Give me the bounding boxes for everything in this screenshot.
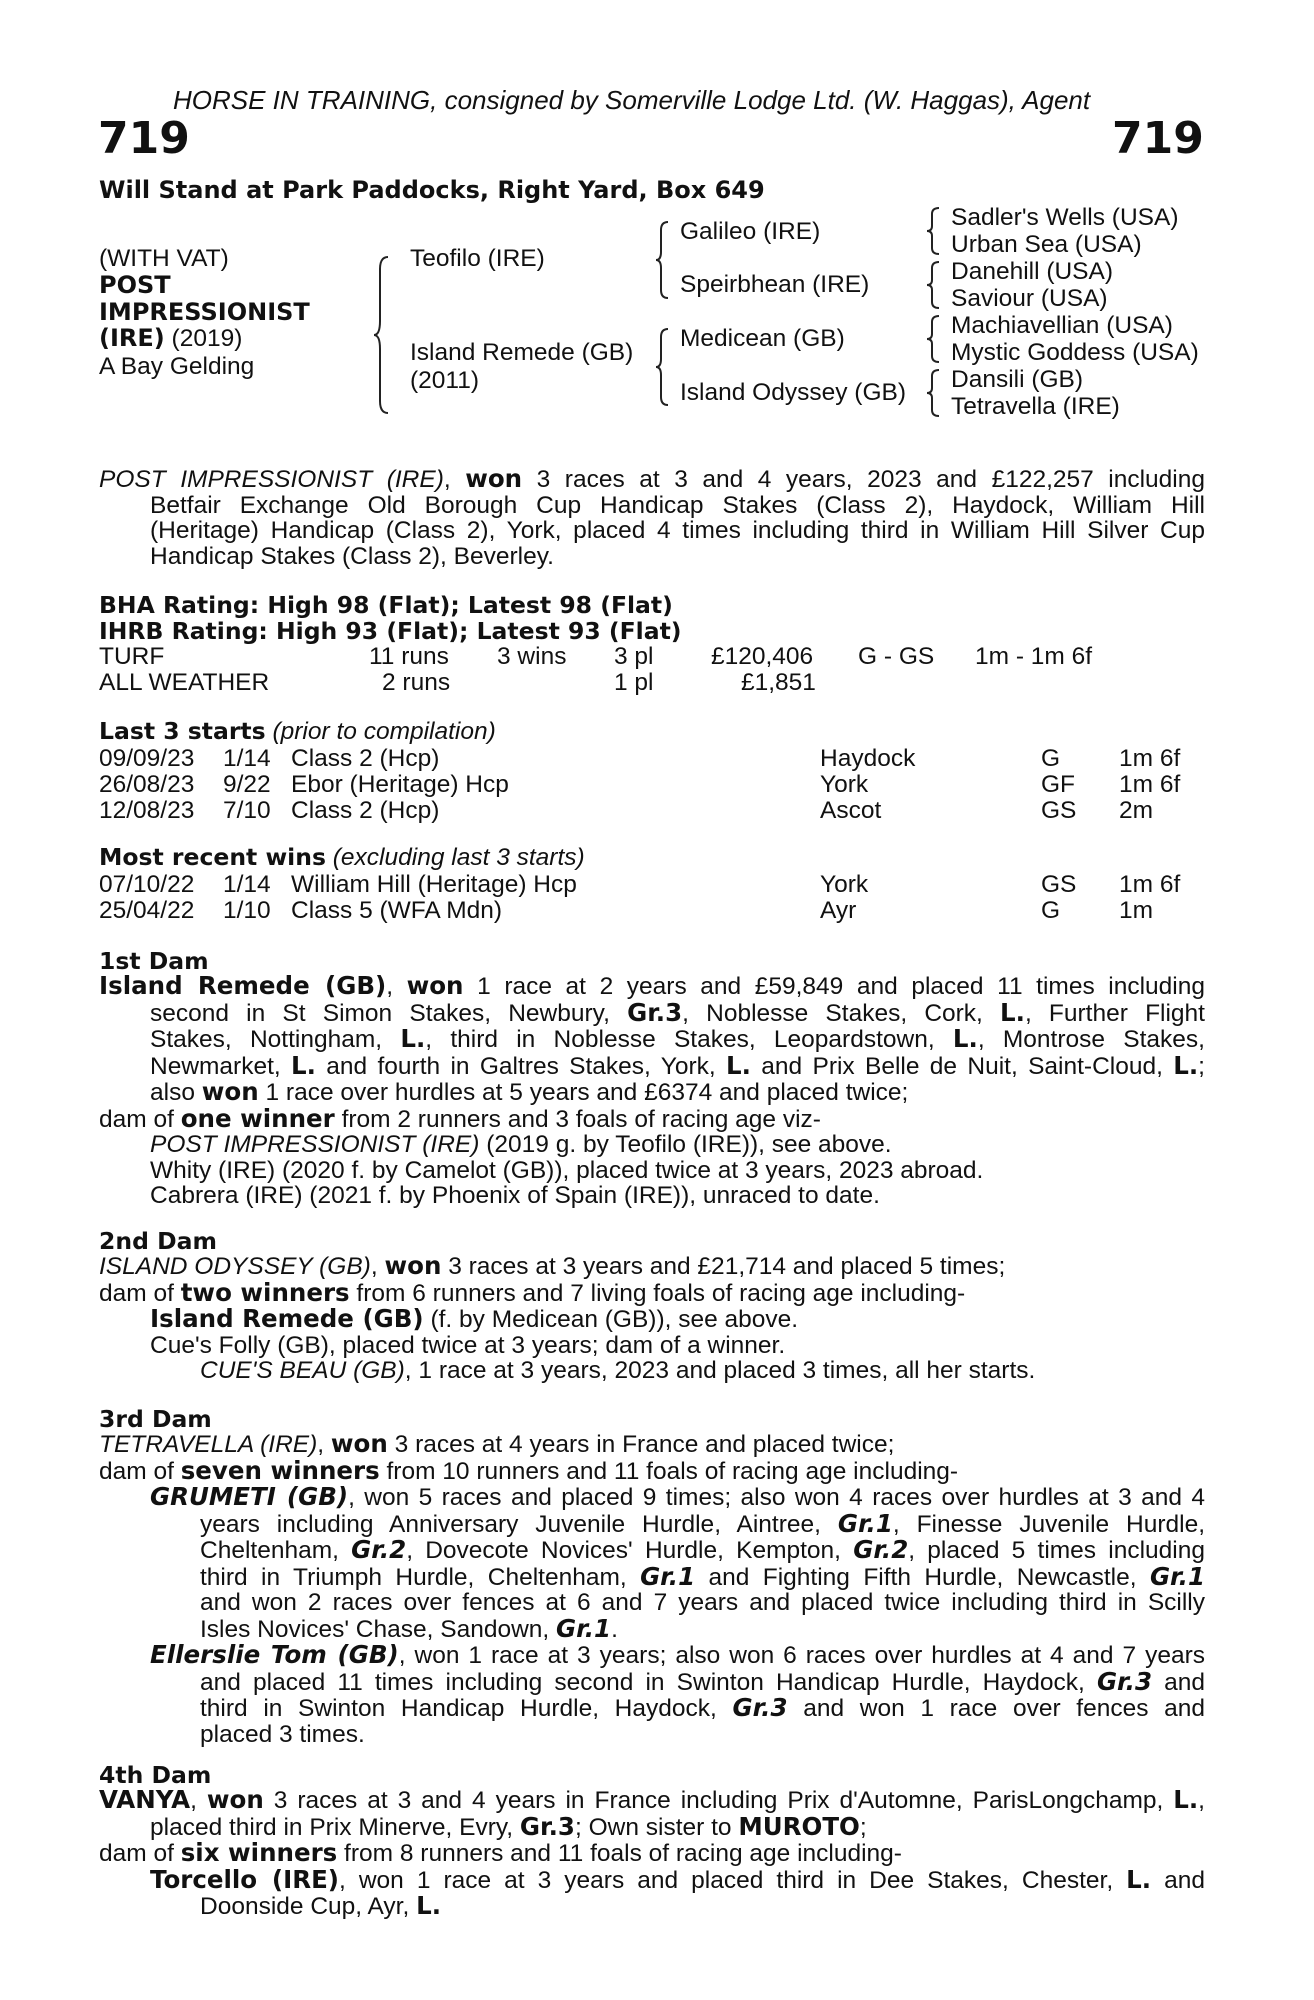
- race-summary: [99, 466, 1205, 569]
- dam4-text: from 8 runners and 11 foals of racing age including-: [337, 1840, 902, 1867]
- grade-badge: Gr.1: [1149, 1561, 1205, 1591]
- record-runs: 11 runs: [369, 643, 449, 670]
- start-going: GF: [1041, 771, 1076, 798]
- listed-badge: L.: [400, 1024, 426, 1053]
- win-date: 25/04/22: [99, 897, 195, 924]
- grade-badge: Gr.1: [640, 1561, 696, 1591]
- start-race: Class 2 (Hcp): [291, 745, 440, 772]
- grade-badge: Gr.3: [627, 997, 683, 1027]
- start-dist: 1m 6f: [1119, 771, 1181, 798]
- listed-badge: L.: [952, 1024, 978, 1053]
- summary-won: won: [465, 464, 523, 493]
- start-course: York: [820, 771, 869, 798]
- dam3-text: dam of: [99, 1457, 181, 1485]
- pedigree-g2: Urban Sea (USA): [951, 231, 1142, 258]
- progeny-text: , won 1 race at 3 years and placed third in Dee Stakes, Chester,: [339, 1866, 1127, 1894]
- start-race: Ebor (Heritage) Hcp: [291, 771, 509, 798]
- progeny-item: Cue's Folly (GB), placed twice at 3 years; dam of a winner.: [150, 1331, 786, 1359]
- pedigree-g3: Danehill (USA): [951, 258, 1114, 285]
- horse-name-line1: POST: [99, 271, 171, 299]
- listed-badge: L.: [1173, 1050, 1199, 1080]
- pedigree-g6: Mystic Goddess (USA): [951, 339, 1199, 366]
- progeny-text: Cheltenham,: [200, 1537, 352, 1564]
- horse-suffix: (IRE): [99, 324, 165, 352]
- progeny-name: CUE'S BEAU (GB): [200, 1357, 405, 1384]
- dam1-name: Island Remede (GB): [99, 971, 387, 1000]
- summary-horse-name: POST IMPRESSIONIST (IRE): [99, 466, 444, 493]
- dam2-section: [99, 1253, 1205, 1384]
- dam4-text: ; Own sister to: [574, 1813, 739, 1841]
- progeny-text: (f. by Medicean (GB)), see above.: [423, 1306, 799, 1333]
- dam1-text: Newmarket,: [150, 1052, 292, 1080]
- progeny-text: and: [1151, 1866, 1206, 1894]
- record-distance: 1m - 1m 6f: [975, 643, 1093, 670]
- listed-badge: L.: [726, 1050, 751, 1080]
- record-prize: £1,851: [741, 669, 816, 696]
- dam2-won: won: [384, 1251, 442, 1280]
- dam2-heading: 2nd Dam: [99, 1227, 217, 1255]
- dam2-text: dam of: [99, 1279, 181, 1307]
- ihrb-rating: IHRB Rating: High 93 (Flat); Latest 93 (Flat): [99, 617, 682, 645]
- vat-note: (WITH VAT): [99, 245, 229, 272]
- progeny-name: GRUMETI (GB): [150, 1482, 349, 1511]
- progeny-text: third in Triumph Hurdle, Cheltenham,: [200, 1563, 641, 1591]
- start-date: 09/09/23: [99, 745, 195, 772]
- dam1-text: , third in Noblesse Stakes, Leopardstown,: [425, 1026, 953, 1053]
- grade-badge: Gr.1: [556, 1613, 612, 1643]
- progeny-text: , placed 5 times including: [908, 1537, 1205, 1564]
- win-pos: 1/10: [223, 897, 271, 924]
- progeny-text: and placed 11 times including second in Swinton Handicap Hurdle, Haydock,: [200, 1668, 1097, 1696]
- win-race: William Hill (Heritage) Hcp: [291, 871, 577, 898]
- last3-heading: [99, 719, 496, 745]
- start-date: 26/08/23: [99, 771, 195, 798]
- lot-number-right: 719: [1112, 113, 1204, 164]
- recent-note: (excluding last 3 starts): [325, 844, 585, 871]
- dam1-text: and Prix Belle de Nuit, Saint-Cloud,: [750, 1052, 1174, 1080]
- dam3-won: won: [330, 1429, 388, 1458]
- win-race: Class 5 (WFA Mdn): [291, 897, 503, 924]
- record-runs: 2 runs: [382, 669, 451, 696]
- dam4-text: ;: [859, 1813, 867, 1841]
- horse-year: (2019): [164, 325, 243, 352]
- record-surface: TURF: [99, 643, 165, 670]
- dam4-sep: ,: [190, 1787, 207, 1814]
- listed-badge: L.: [291, 1050, 316, 1080]
- dam2-name: ISLAND ODYSSEY (GB): [99, 1253, 371, 1280]
- grade-badge: Gr.3: [1096, 1666, 1152, 1696]
- bha-rating: BHA Rating: High 98 (Flat); Latest 98 (Flat): [99, 591, 673, 619]
- pedigree-dam-dam: Island Odyssey (GB): [680, 379, 907, 406]
- progeny-text: and Fighting Fifth Hurdle, Newcastle,: [695, 1563, 1150, 1591]
- last3-title: Last 3 starts: [99, 717, 266, 745]
- start-course: Ascot: [820, 797, 882, 824]
- dam1-text: second in St Simon Stakes, Newbury,: [150, 999, 628, 1027]
- stand-line: Will Stand at Park Paddocks, Right Yard, Box 649: [99, 176, 765, 204]
- dam1-won: won: [406, 971, 464, 1000]
- dam1-text: Stakes, Nottingham,: [150, 1026, 401, 1053]
- win-date: 07/10/22: [99, 871, 195, 898]
- pedigree-brace-g4: [926, 368, 942, 418]
- progeny-item: [99, 1306, 1205, 1333]
- progeny-text: , Dovecote Novices' Hurdle, Kempton,: [406, 1537, 854, 1564]
- lot-number-left: 719: [98, 113, 190, 164]
- pedigree-brace-g3: [926, 314, 942, 364]
- dam4-section: [99, 1787, 1205, 1920]
- dam4-text: placed third in Prix Minerve, Evry,: [150, 1813, 520, 1841]
- dam1-text: from 2 runners and 3 foals of racing age viz-: [334, 1105, 821, 1133]
- start-pos: 7/10: [223, 797, 271, 824]
- pedigree-brace-main: [372, 255, 392, 415]
- dam4-text: 3 races at 3 and 4 years in France including Prix d'Automne, ParisLongchamp,: [263, 1787, 1174, 1814]
- dam4-name: VANYA: [99, 1785, 191, 1814]
- dam4-text: dam of: [99, 1840, 181, 1867]
- record-placed: 3 pl: [614, 643, 654, 670]
- summary-line1: 3 races at 3 and 4 years, 2023 and £122,257 including: [522, 466, 1205, 493]
- dam1-text: , Further Flight: [1024, 999, 1205, 1027]
- horse-name-line3: [99, 326, 242, 352]
- dam2-sep: ,: [370, 1253, 385, 1280]
- start-going: G: [1041, 745, 1061, 772]
- dam4-sister: MUROTO: [738, 1811, 860, 1841]
- grade-badge: Gr.1: [837, 1508, 893, 1538]
- record-surface: ALL WEATHER: [99, 669, 270, 696]
- dam1-text: 1 race over hurdles at 5 years and £6374 and placed twice;: [258, 1079, 909, 1106]
- pedigree-g1: Sadler's Wells (USA): [951, 204, 1179, 231]
- horse-description: A Bay Gelding: [99, 353, 255, 380]
- progeny-name: Island Remede (GB): [150, 1304, 424, 1333]
- win-pos: 1/14: [223, 871, 271, 898]
- record-placed: 1 pl: [614, 669, 654, 696]
- progeny-text: , Finesse Juvenile Hurdle,: [892, 1510, 1205, 1538]
- progeny-text: (2019 g. by Teofilo (IRE)), see above.: [479, 1131, 892, 1158]
- dam1-heading: 1st Dam: [99, 947, 209, 975]
- dam1-winners: one winner: [180, 1103, 335, 1133]
- dam4-winners: six winners: [180, 1838, 338, 1867]
- dam3-text: 3 races at 4 years in France and placed twice;: [387, 1431, 895, 1458]
- dam1-text: ;: [1198, 1052, 1205, 1080]
- start-pos: 1/14: [223, 745, 271, 772]
- dam3-text: from 10 runners and 11 foals of racing age including-: [379, 1457, 959, 1485]
- pedigree-dam-line2: (2011): [410, 367, 480, 394]
- pedigree-dam-sire: Medicean (GB): [680, 325, 845, 352]
- dam1-text: and fourth in Galtres Stakes, York,: [315, 1052, 727, 1080]
- consignor-line: HORSE IN TRAINING, consigned by Somerville Lodge Ltd. (W. Haggas), Agent: [173, 85, 1091, 115]
- dam4-heading: 4th Dam: [99, 1761, 212, 1789]
- pedigree-sire-sire: Galileo (IRE): [680, 218, 821, 245]
- dam1-text: dam of: [99, 1105, 181, 1133]
- record-prize: £120,406: [711, 643, 814, 670]
- record-wins: 3 wins: [497, 643, 567, 670]
- progeny-text: .: [611, 1615, 618, 1643]
- dam1-text: , Montrose Stakes,: [977, 1026, 1205, 1053]
- summary-line2: Betfair Exchange Old Borough Cup Handicap Stakes (Class 2), Haydock, William Hill: [150, 491, 1205, 519]
- win-course: York: [820, 871, 869, 898]
- dam4-text: ,: [1198, 1787, 1205, 1814]
- summary-line4: Handicap Stakes (Class 2), Beverley.: [150, 542, 554, 570]
- win-course: Ayr: [820, 897, 857, 924]
- progeny-item: Whity (IRE) (2020 f. by Camelot (GB)), placed twice at 3 years, 2023 abroad.: [150, 1156, 984, 1184]
- win-going: GS: [1041, 871, 1077, 898]
- start-course: Haydock: [820, 745, 916, 772]
- dam3-sep: ,: [317, 1431, 331, 1458]
- grade-badge: Gr.2: [351, 1535, 407, 1564]
- progeny-text: , won 5 races and placed 9 times; also won 4 races over hurdles at 3 and 4: [348, 1484, 1205, 1511]
- progeny-text: , won 1 race at 3 years; also won 6 races over hurdles at 4 and 7 years: [398, 1642, 1205, 1669]
- start-pos: 9/22: [223, 771, 271, 798]
- progeny-name: Ellerslie Tom (GB): [150, 1640, 399, 1669]
- record-going: G - GS: [858, 643, 935, 670]
- listed-badge: L.: [1173, 1785, 1199, 1814]
- listed-badge: L.: [416, 1891, 442, 1920]
- dam3-name: TETRAVELLA (IRE): [99, 1431, 318, 1458]
- pedigree-g4: Saviour (USA): [951, 285, 1108, 312]
- dam1-text: , Noblesse Stakes, Cork,: [682, 999, 1001, 1027]
- progeny-text: and won 2 races over fences at 6 and 7 years and placed twice including third in Scilly: [200, 1589, 1205, 1616]
- summary-line3: (Heritage) Handicap (Class 2), York, placed 4 times including third in William Hill Silver Cup: [150, 517, 1205, 544]
- summary-sep: ,: [443, 466, 466, 493]
- dam3-winners: seven winners: [180, 1455, 380, 1485]
- horse-name-line2: IMPRESSIONIST: [99, 298, 310, 326]
- progeny-text: , 1 race at 3 years, 2023 and placed 3 times, all her starts.: [404, 1357, 1036, 1384]
- progeny-item: [99, 1132, 1205, 1158]
- pedigree-brace-g1: [926, 206, 942, 256]
- start-dist: 2m: [1119, 797, 1154, 824]
- grade-badge: Gr.3: [732, 1693, 788, 1722]
- dam2-text: 3 races at 3 years and £21,714 and placed 5 times;: [441, 1253, 1006, 1280]
- win-dist: 1m 6f: [1119, 871, 1181, 898]
- dam1-text: also: [150, 1079, 202, 1106]
- dam2-winners: two winners: [180, 1277, 350, 1307]
- listed-badge: L.: [1126, 1864, 1152, 1894]
- dam1-text: 1 race at 2 years and £59,849 and placed 11 times including: [463, 973, 1205, 1000]
- recent-title: Most recent wins: [99, 843, 326, 871]
- win-dist: 1m: [1119, 897, 1154, 924]
- pedigree-brace-dam: [655, 327, 671, 407]
- start-going: GS: [1041, 797, 1077, 824]
- dam1-won: won: [201, 1077, 259, 1106]
- progeny-text: and won 1 race over fences and: [787, 1695, 1205, 1722]
- pedigree-brace-sire: [655, 220, 671, 300]
- dam3-heading: 3rd Dam: [99, 1405, 212, 1433]
- listed-badge: L.: [1000, 997, 1025, 1027]
- progeny-item: [99, 1358, 1205, 1384]
- grade-badge: Gr.3: [519, 1811, 575, 1841]
- dam1-section: [99, 973, 1205, 1209]
- start-dist: 1m 6f: [1119, 745, 1181, 772]
- win-going: G: [1041, 897, 1061, 924]
- progeny-name: POST IMPRESSIONIST (IRE): [150, 1131, 480, 1158]
- progeny-text: years including Anniversary Juvenile Hurdle, Aintree,: [200, 1510, 838, 1538]
- pedigree-g8: Tetravella (IRE): [951, 393, 1120, 420]
- start-date: 12/08/23: [99, 797, 195, 824]
- recent-heading: [99, 845, 585, 871]
- pedigree-g7: Dansili (GB): [951, 366, 1084, 393]
- last3-note: (prior to compilation): [265, 718, 496, 745]
- pedigree-g5: Machiavellian (USA): [951, 312, 1173, 339]
- progeny-name: Torcello (IRE): [150, 1864, 340, 1894]
- pedigree-dam-line1: Island Remede (GB): [410, 339, 634, 366]
- progeny-text: Doonside Cup, Ayr,: [200, 1893, 417, 1920]
- dam4-won: won: [206, 1785, 264, 1814]
- pedigree-brace-g2: [926, 260, 942, 310]
- progeny-text: and: [1152, 1668, 1205, 1696]
- dam3-section: [99, 1431, 1205, 1747]
- progeny-text: placed 3 times.: [200, 1720, 365, 1748]
- progeny-text: Isles Novices' Chase, Sandown,: [200, 1615, 557, 1643]
- pedigree-sire: Teofilo (IRE): [410, 245, 545, 272]
- progeny-text: third in Swinton Handicap Hurdle, Haydock,: [200, 1695, 733, 1722]
- grade-badge: Gr.2: [853, 1535, 909, 1564]
- pedigree-sire-dam: Speirbhean (IRE): [680, 271, 870, 298]
- start-race: Class 2 (Hcp): [291, 797, 440, 824]
- dam1-sep: ,: [386, 973, 407, 1000]
- progeny-item: Cabrera (IRE) (2021 f. by Phoenix of Spain (IRE)), unraced to date.: [150, 1182, 880, 1209]
- dam2-text: from 6 runners and 7 living foals of racing age including-: [349, 1279, 966, 1307]
